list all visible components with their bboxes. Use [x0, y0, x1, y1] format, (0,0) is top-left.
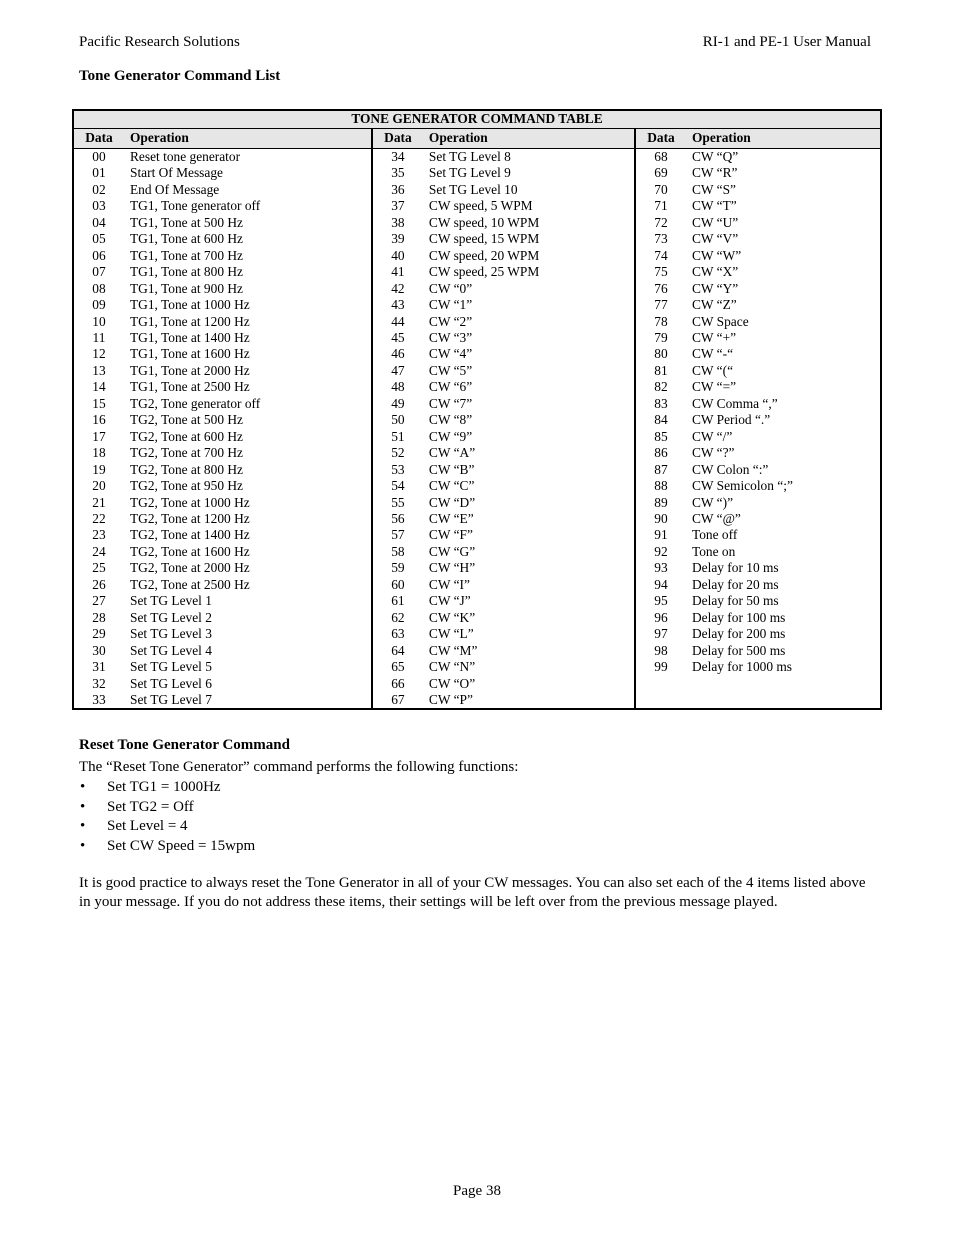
data-code: 96: [654, 609, 668, 625]
data-code: 10: [92, 313, 106, 329]
operation: Set TG Level 10: [423, 182, 635, 198]
operation: CW “N”: [423, 659, 635, 675]
data-code: 65: [391, 659, 405, 675]
operation: TG1, Tone at 1200 Hz: [124, 314, 372, 330]
data-code: 86: [654, 445, 668, 461]
data-code: 52: [391, 445, 405, 461]
operation: Delay for 200 ms: [691, 626, 786, 642]
operation: CW “3”: [423, 330, 635, 346]
operation: CW “K”: [423, 610, 635, 626]
data-code: 93: [654, 560, 668, 576]
data-code: [635, 676, 686, 692]
data-code: 66: [391, 675, 405, 691]
section-title: Tone Generator Command List: [79, 68, 281, 84]
operation: CW “?”: [691, 445, 735, 461]
operation: CW “M”: [423, 643, 635, 659]
operation: CW speed, 5 WPM: [423, 198, 635, 214]
column-header-operation: Operation: [124, 129, 372, 149]
operation: TG2, Tone at 950 Hz: [124, 478, 372, 494]
data-code: 09: [92, 297, 106, 313]
bullet-icon: •: [80, 779, 86, 795]
table-row: [73, 626, 881, 642]
operation: CW “T”: [691, 198, 737, 214]
data-code: 69: [654, 165, 668, 181]
data-code: 70: [654, 181, 668, 197]
data-code: 91: [654, 527, 668, 543]
data-code: 97: [654, 626, 668, 642]
operation: TG1, Tone at 700 Hz: [124, 248, 372, 264]
bullet-text: Set TG2 = Off: [107, 798, 194, 815]
bullet-text: Set TG1 = 1000Hz: [107, 779, 221, 795]
data-code: 04: [92, 214, 106, 230]
operation: CW “O”: [423, 676, 635, 692]
operation: Reset tone generator: [124, 149, 372, 166]
table-row: [73, 643, 881, 659]
operation: CW “7”: [423, 396, 635, 412]
data-code: 45: [391, 329, 405, 345]
table-row: [73, 182, 881, 198]
bullet-text: Set Level = 4: [107, 818, 188, 834]
operation: TG2, Tone at 1400 Hz: [124, 527, 372, 543]
table-row: [73, 560, 881, 576]
operation: Tone off: [691, 527, 738, 543]
operation: Delay for 50 ms: [691, 593, 779, 609]
data-code: 60: [391, 576, 405, 592]
operation: Set TG Level 1: [124, 593, 372, 609]
bullet-item: [80, 779, 221, 796]
operation: CW “)”: [691, 494, 734, 510]
bullet-item: [80, 798, 194, 816]
operation: CW “L”: [423, 626, 635, 642]
data-code: 49: [391, 395, 405, 411]
table-row: [73, 527, 881, 543]
data-code: 80: [654, 346, 668, 362]
operation: CW “2”: [423, 314, 635, 330]
data-code: 83: [654, 395, 668, 411]
data-code: 78: [654, 313, 668, 329]
header-left: Pacific Research Solutions: [79, 34, 240, 50]
column-header-operation: Operation: [423, 129, 635, 149]
data-code: 56: [391, 510, 405, 526]
data-code: 07: [92, 264, 106, 280]
data-code: 54: [391, 478, 405, 494]
operation: CW “V”: [691, 231, 739, 247]
operation: CW “8”: [423, 412, 635, 428]
operation: TG2, Tone at 600 Hz: [124, 429, 372, 445]
operation: CW “5”: [423, 363, 635, 379]
data-code: 67: [391, 691, 405, 707]
data-code: 77: [654, 297, 668, 313]
table-row: [73, 346, 881, 362]
data-code: 46: [391, 346, 405, 362]
operation: CW speed, 20 WPM: [423, 248, 635, 264]
bullet-item: [80, 837, 256, 855]
operation: TG1, Tone at 1600 Hz: [124, 346, 372, 362]
data-code: 13: [92, 362, 106, 378]
data-code: 01: [92, 165, 106, 181]
operation: TG2, Tone at 1000 Hz: [124, 495, 372, 511]
operation: Set TG Level 9: [423, 165, 635, 181]
operation: CW “W”: [691, 247, 742, 263]
data-code: 30: [92, 642, 106, 658]
data-code: 87: [654, 461, 668, 477]
data-code: 22: [92, 510, 106, 526]
table-row: [73, 396, 881, 412]
table-title: TONE GENERATOR COMMAND TABLE: [73, 110, 881, 129]
operation: CW “I”: [423, 577, 635, 593]
data-code: 24: [92, 543, 106, 559]
table-row: [73, 412, 881, 428]
operation: CW speed, 25 WPM: [423, 264, 635, 280]
operation: CW “4”: [423, 346, 635, 362]
data-code: 79: [654, 329, 668, 345]
operation: CW “+”: [691, 329, 737, 345]
operation: CW Comma “,”: [691, 395, 778, 411]
operation: Set TG Level 7: [124, 692, 372, 709]
data-code: 76: [654, 280, 668, 296]
data-code: 18: [92, 445, 106, 461]
table-row: [73, 676, 881, 692]
data-code: 59: [391, 560, 405, 576]
operation: Tone on: [691, 543, 736, 559]
data-code: 29: [92, 626, 106, 642]
column-header-data: Data: [372, 129, 423, 149]
data-code: 82: [654, 379, 668, 395]
table-row: [73, 149, 881, 166]
data-code: 32: [92, 675, 106, 691]
table-row: [73, 478, 881, 494]
bullet-icon: •: [80, 818, 86, 834]
operation: Set TG Level 8: [423, 149, 635, 166]
data-code: 35: [391, 165, 405, 181]
operation: TG2, Tone at 500 Hz: [124, 412, 372, 428]
table-row: [73, 198, 881, 214]
operation: Start Of Message: [124, 165, 372, 181]
operation: CW “U”: [691, 214, 739, 230]
table-row: [73, 281, 881, 297]
table-row: [73, 445, 881, 461]
operation: TG1, Tone at 1000 Hz: [124, 297, 372, 313]
data-code: 57: [391, 527, 405, 543]
data-code: 42: [391, 280, 405, 296]
column-header-data: Data: [635, 129, 686, 149]
bullet-text: Set CW Speed = 15wpm: [107, 837, 256, 854]
operation: Set TG Level 6: [124, 676, 372, 692]
data-code: 25: [92, 560, 106, 576]
table-row: [73, 577, 881, 593]
table-row: [73, 264, 881, 280]
data-code: 55: [391, 494, 405, 510]
data-code: 98: [654, 642, 668, 658]
operation: CW “(“: [691, 362, 734, 378]
data-code: 89: [654, 494, 668, 510]
data-code: 17: [92, 428, 106, 444]
reset-intro: The “Reset Tone Generator” command performs the following functions:: [79, 759, 519, 775]
operation: CW “R”: [691, 165, 738, 181]
data-code: 14: [92, 379, 106, 395]
operation: CW “B”: [423, 462, 635, 478]
data-code: 02: [92, 181, 106, 197]
operation: CW “A”: [423, 445, 635, 461]
data-code: 15: [92, 395, 106, 411]
operation: TG1, Tone at 500 Hz: [124, 215, 372, 231]
data-code: 39: [391, 231, 405, 247]
data-code: 81: [654, 362, 668, 378]
data-code: 44: [391, 313, 405, 329]
operation: CW Semicolon “;”: [691, 478, 793, 494]
column-header-operation: Operation: [686, 129, 881, 149]
operation: TG1, Tone at 600 Hz: [124, 231, 372, 247]
operation: CW “/”: [691, 428, 733, 444]
data-code: 95: [654, 593, 668, 609]
data-code: 05: [92, 231, 106, 247]
data-code: 37: [391, 198, 405, 214]
operation: TG2, Tone at 2000 Hz: [124, 560, 372, 576]
bullet-icon: •: [80, 798, 86, 815]
operation: TG1, Tone generator off: [124, 198, 372, 214]
data-code: 90: [654, 510, 668, 526]
operation: CW Period “.”: [691, 412, 771, 428]
data-code: 41: [391, 264, 405, 280]
operation: CW “S”: [691, 181, 736, 197]
reset-title: Reset Tone Generator Command: [79, 737, 290, 753]
operation: CW “6”: [423, 379, 635, 395]
data-code: 28: [92, 609, 106, 625]
data-code: 94: [654, 576, 668, 592]
operation: TG2, Tone generator off: [124, 396, 372, 412]
operation: CW “C”: [423, 478, 635, 494]
data-code: 64: [391, 642, 405, 658]
data-code: 68: [654, 149, 668, 164]
data-code: 58: [391, 543, 405, 559]
header-right: RI-1 and PE-1 User Manual: [702, 34, 871, 50]
data-code: 73: [654, 231, 668, 247]
operation: [686, 692, 881, 709]
data-code: 11: [92, 329, 106, 345]
reset-paragraph: It is good practice to always reset the Tone Generator in all of your CW messages. You can also set each of the 4 items listed above in your message. If you do not address these items, their settings will be left over from the previous message played.: [79, 875, 866, 910]
data-code: 03: [92, 198, 106, 214]
column-header-data: Data: [73, 129, 124, 149]
table-row: [73, 231, 881, 247]
data-code: 75: [654, 264, 668, 280]
data-code: 26: [92, 576, 106, 592]
data-code: 33: [92, 691, 106, 707]
data-code: 20: [92, 478, 106, 494]
table-row: [73, 429, 881, 445]
operation: CW “-“: [691, 346, 734, 362]
table-row: [73, 511, 881, 527]
operation: TG2, Tone at 1600 Hz: [124, 544, 372, 560]
data-code: 23: [92, 527, 106, 543]
operation: TG1, Tone at 1400 Hz: [124, 330, 372, 346]
operation: Delay for 500 ms: [691, 642, 786, 658]
operation: TG1, Tone at 2000 Hz: [124, 363, 372, 379]
data-code: 85: [654, 428, 668, 444]
data-code: 61: [391, 593, 405, 609]
data-code: 27: [92, 593, 106, 609]
operation: CW speed, 10 WPM: [423, 215, 635, 231]
data-code: 40: [391, 247, 405, 263]
table-row: [73, 297, 881, 313]
operation: CW “9”: [423, 429, 635, 445]
operation: TG2, Tone at 2500 Hz: [124, 577, 372, 593]
table-row: [73, 379, 881, 395]
page-number: Page 38: [453, 1183, 501, 1199]
operation: Delay for 10 ms: [691, 560, 779, 576]
operation: CW “0”: [423, 281, 635, 297]
operation: CW “Q”: [691, 149, 739, 164]
bullet-icon: •: [80, 837, 86, 854]
operation: TG1, Tone at 2500 Hz: [124, 379, 372, 395]
operation: CW Space: [691, 313, 749, 329]
data-code: 12: [92, 346, 106, 362]
data-code: 71: [654, 198, 668, 214]
operation: CW “G”: [423, 544, 635, 560]
operation: TG2, Tone at 800 Hz: [124, 462, 372, 478]
operation: Set TG Level 3: [124, 626, 372, 642]
operation: CW “Y”: [691, 280, 739, 296]
data-code: 43: [391, 297, 405, 313]
table-row: [73, 314, 881, 330]
data-code: 62: [391, 609, 405, 625]
operation: Delay for 20 ms: [691, 576, 779, 592]
table-row: [73, 610, 881, 626]
operation: CW “1”: [423, 297, 635, 313]
table-row: [73, 462, 881, 478]
operation: End Of Message: [124, 182, 372, 198]
operation: CW “F”: [423, 527, 635, 543]
operation: CW Colon “:”: [691, 461, 769, 477]
data-code: 72: [654, 214, 668, 230]
data-code: 84: [654, 412, 668, 428]
operation: CW “H”: [423, 560, 635, 576]
operation: CW “X”: [691, 264, 739, 280]
data-code: 38: [391, 214, 405, 230]
bullet-item: [80, 818, 188, 835]
operation: CW “D”: [423, 495, 635, 511]
operation: TG2, Tone at 700 Hz: [124, 445, 372, 461]
operation: CW speed, 15 WPM: [423, 231, 635, 247]
operation: Delay for 1000 ms: [691, 659, 793, 675]
data-code: 06: [92, 247, 106, 263]
operation: TG1, Tone at 800 Hz: [124, 264, 372, 280]
data-code: 36: [391, 181, 405, 197]
data-code: 21: [92, 494, 106, 510]
data-code: 47: [391, 362, 405, 378]
table-row: [73, 248, 881, 264]
data-code: 08: [92, 280, 106, 296]
table-row: [73, 363, 881, 379]
data-code: 16: [92, 412, 106, 428]
operation: CW “P”: [423, 692, 635, 709]
table-row: [73, 692, 881, 709]
operation: CW “Z”: [691, 297, 737, 313]
data-code: 74: [654, 247, 668, 263]
operation: Set TG Level 4: [124, 643, 372, 659]
table-row: [73, 330, 881, 346]
data-code: 99: [654, 659, 668, 675]
operation: CW “E”: [423, 511, 635, 527]
data-code: 48: [391, 379, 405, 395]
table-row: [73, 544, 881, 560]
data-code: 50: [391, 412, 405, 428]
table-row: [73, 215, 881, 231]
command-table: [72, 109, 882, 710]
data-code: 88: [654, 478, 668, 494]
operation: CW “@”: [691, 510, 741, 526]
data-code: 53: [391, 461, 405, 477]
table-row: [73, 659, 881, 675]
operation: TG2, Tone at 1200 Hz: [124, 511, 372, 527]
data-code: 00: [92, 149, 106, 164]
data-code: 63: [391, 626, 405, 642]
operation: TG1, Tone at 900 Hz: [124, 281, 372, 297]
data-code: [635, 692, 686, 709]
data-code: 19: [92, 461, 106, 477]
table-row: [73, 593, 881, 609]
data-code: 51: [391, 428, 405, 444]
operation: Set TG Level 2: [124, 610, 372, 626]
operation: CW “J”: [423, 593, 635, 609]
operation: Delay for 100 ms: [691, 609, 786, 625]
operation: CW “=”: [691, 379, 737, 395]
data-code: 34: [391, 149, 405, 164]
operation: Set TG Level 5: [124, 659, 372, 675]
data-code: 31: [92, 659, 106, 675]
table-row: [73, 495, 881, 511]
operation: [686, 676, 881, 692]
table-row: [73, 165, 881, 181]
data-code: 92: [654, 543, 668, 559]
